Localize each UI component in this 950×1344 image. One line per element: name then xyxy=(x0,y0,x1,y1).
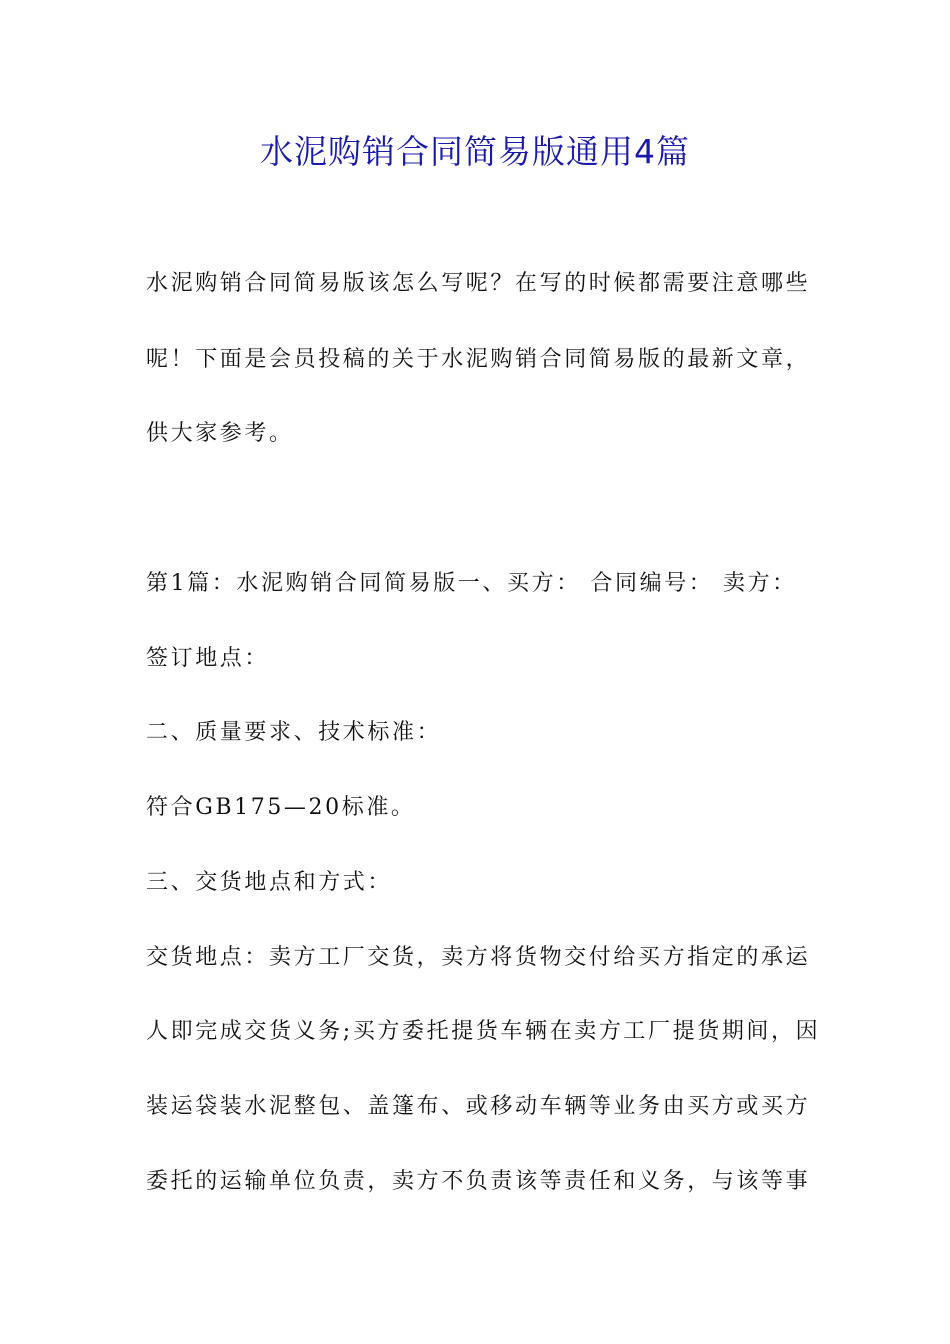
body-line: 签订地点： xyxy=(146,646,270,671)
body-line: 三、交货地点和方式： xyxy=(146,870,393,895)
body-line: 第1篇：水泥购销合同简易版一、买方： 合同编号： 卖方： xyxy=(146,571,797,596)
body-line: 装运袋装水泥整包、盖篷布、或移动车辆等业务由买方或买方 xyxy=(146,1094,811,1119)
body-line: 二、质量要求、技术标准： xyxy=(146,720,442,745)
body-line: 符合GB175—20标准。 xyxy=(146,795,416,820)
intro-line: 供大家参考。 xyxy=(146,421,294,446)
document-title: 水泥购销合同简易版通用4篇 xyxy=(260,132,690,171)
body-line: 人即完成交货义务;买方委托提货车辆在卖方工厂提货期间，因 xyxy=(146,1019,821,1044)
body-line: 交货地点：卖方工厂交货，卖方将货物交付给买方指定的承运 xyxy=(146,945,811,970)
body-line: 委托的运输单位负责，卖方不负责该等责任和义务，与该等事 xyxy=(146,1169,811,1194)
intro-line: 水泥购销合同简易版该怎么写呢？在写的时候都需要注意哪些 xyxy=(146,271,811,296)
intro-line: 呢！下面是会员投稿的关于水泥购销合同简易版的最新文章， xyxy=(146,347,811,372)
